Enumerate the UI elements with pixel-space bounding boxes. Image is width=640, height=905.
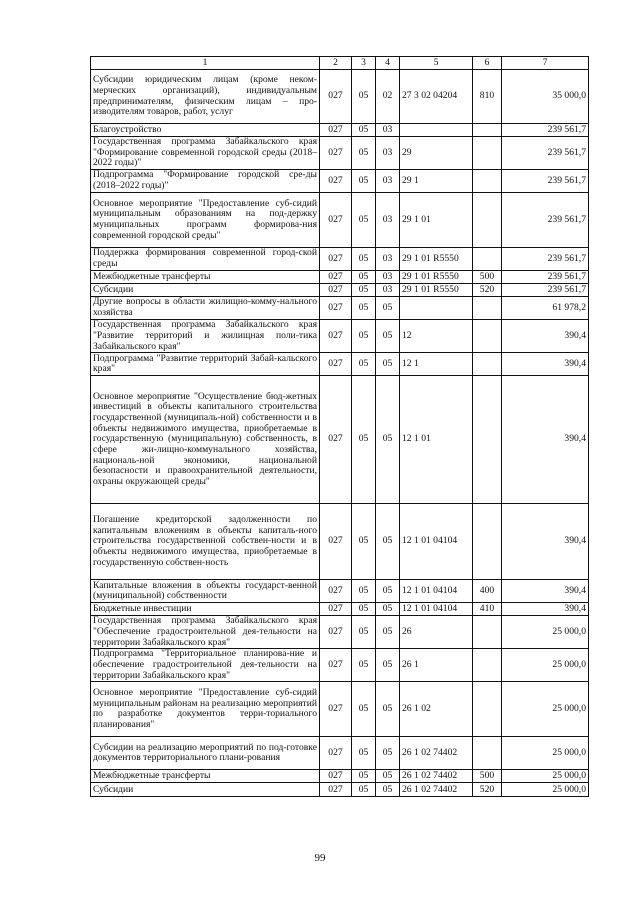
table-row — [91, 770, 589, 783]
row-ministry-code-cell: 027 — [320, 353, 352, 376]
table-row — [91, 320, 589, 353]
row-subsection-code-cell: 02 — [376, 70, 400, 124]
column-header: 5 — [400, 57, 473, 70]
row-expense-type-cell — [473, 137, 502, 170]
row-name-cell: Капитальные вложения в объекты государст-венной (муниципальной) собственности — [91, 580, 320, 603]
row-name-cell: Государственная программа Забайкальского края "Развитие территорий и жилищная поли-тика Забайкальского края" — [91, 320, 320, 353]
row-subsection-code-cell: 05 — [376, 504, 400, 580]
row-target-article-cell: 26 1 — [400, 649, 473, 682]
row-ministry-code-cell: 027 — [320, 649, 352, 682]
row-amount-cell: 390,4 — [502, 353, 589, 376]
table-row — [91, 271, 589, 284]
budget-table — [90, 56, 589, 797]
row-amount-cell: 239 561,7 — [502, 248, 589, 271]
row-amount-cell: 25 000,0 — [502, 737, 589, 770]
column-header: 1 — [91, 57, 320, 70]
row-expense-type-cell — [473, 376, 502, 504]
row-expense-type-cell — [473, 353, 502, 376]
row-ministry-code-cell: 027 — [320, 193, 352, 248]
row-name-cell: Субсидии на реализацию мероприятий по под-готовке документов территориального плани-рования — [91, 737, 320, 770]
row-expense-type-cell — [473, 248, 502, 271]
row-amount-cell: 25 000,0 — [502, 616, 589, 649]
row-target-article-cell: 29 1 01 — [400, 193, 473, 248]
row-subsection-code-cell: 03 — [376, 193, 400, 248]
row-amount-cell: 239 561,7 — [502, 170, 589, 193]
row-name-cell: Субсидии — [91, 284, 320, 297]
row-ministry-code-cell: 027 — [320, 783, 352, 797]
row-target-article-cell: 26 — [400, 616, 473, 649]
row-section-code-cell: 05 — [352, 353, 376, 376]
row-target-article-cell: 29 1 01 R5550 — [400, 248, 473, 271]
row-target-article-cell: 26 1 02 74402 — [400, 737, 473, 770]
row-amount-cell: 25 000,0 — [502, 783, 589, 797]
row-subsection-code-cell: 05 — [376, 353, 400, 376]
row-section-code-cell: 05 — [352, 376, 376, 504]
row-target-article-cell: 12 1 01 04104 — [400, 580, 473, 603]
row-subsection-code-cell: 05 — [376, 682, 400, 737]
row-name-cell: Погашение кредиторской задолженности по капитальным вложениям в объекты капиталь-ного строительства государственной собствен-ности и в объекты недвижимого имущества, приобретаемые в государственную собствен-ность — [91, 504, 320, 580]
page-number: 99 — [314, 852, 326, 864]
row-expense-type-cell — [473, 616, 502, 649]
row-ministry-code-cell: 027 — [320, 504, 352, 580]
row-expense-type-cell: 410 — [473, 603, 502, 616]
row-name-cell: Основное мероприятие "Осуществление бюд-жетных инвестиций в объекты капитального строительства государственной (муниципаль-ной) собственности и в объекты недвижимого имущества, приобретаемые в государственную (муниципальную) собственность, в сфере жи-лищно-коммунального хозяйства, националь-ной экономики, национальной безопасности и правоохранительной деятельности, охраны окружающей среды" — [91, 376, 320, 504]
row-amount-cell: 390,4 — [502, 504, 589, 580]
row-section-code-cell: 05 — [352, 70, 376, 124]
row-target-article-cell: 29 — [400, 137, 473, 170]
table-row — [91, 783, 589, 797]
row-amount-cell: 390,4 — [502, 320, 589, 353]
column-header: 4 — [376, 57, 400, 70]
row-section-code-cell: 05 — [352, 616, 376, 649]
row-amount-cell: 25 000,0 — [502, 649, 589, 682]
row-expense-type-cell — [473, 682, 502, 737]
table-row — [91, 376, 589, 504]
row-ministry-code-cell: 027 — [320, 682, 352, 737]
row-ministry-code-cell: 027 — [320, 124, 352, 137]
row-ministry-code-cell: 027 — [320, 320, 352, 353]
row-expense-type-cell — [473, 320, 502, 353]
row-expense-type-cell: 500 — [473, 770, 502, 783]
row-expense-type-cell — [473, 170, 502, 193]
row-subsection-code-cell: 05 — [376, 376, 400, 504]
row-ministry-code-cell: 027 — [320, 297, 352, 320]
row-ministry-code-cell: 027 — [320, 170, 352, 193]
row-target-article-cell: 26 1 02 — [400, 682, 473, 737]
row-target-article-cell: 27 3 02 04204 — [400, 70, 473, 124]
row-name-cell: Подпрограмма "Формирование городской сре-ды (2018–2022 годы)" — [91, 170, 320, 193]
row-subsection-code-cell: 05 — [376, 783, 400, 797]
row-section-code-cell: 05 — [352, 770, 376, 783]
row-ministry-code-cell: 027 — [320, 770, 352, 783]
row-target-article-cell: 12 1 01 — [400, 376, 473, 504]
row-subsection-code-cell: 05 — [376, 580, 400, 603]
row-section-code-cell: 05 — [352, 603, 376, 616]
row-expense-type-cell — [473, 737, 502, 770]
row-name-cell: Подпрограмма "Развитие территорий Забай-кальского края" — [91, 353, 320, 376]
row-amount-cell: 239 561,7 — [502, 284, 589, 297]
row-name-cell: Основное мероприятие "Предоставление суб-сидий муниципальным районам на реализацию мероприятий по разработке документов терри-ториального планирования" — [91, 682, 320, 737]
row-amount-cell: 35 000,0 — [502, 70, 589, 124]
row-section-code-cell: 05 — [352, 580, 376, 603]
row-name-cell: Межбюджетные трансферты — [91, 271, 320, 284]
row-ministry-code-cell: 027 — [320, 70, 352, 124]
table-row — [91, 737, 589, 770]
row-target-article-cell — [400, 124, 473, 137]
row-subsection-code-cell: 05 — [376, 297, 400, 320]
row-subsection-code-cell: 03 — [376, 124, 400, 137]
row-expense-type-cell — [473, 297, 502, 320]
row-name-cell: Подпрограмма "Территориальное планирова-ние и обеспечение градостроительной дея-тельности на территории Забайкальского края" — [91, 649, 320, 682]
row-ministry-code-cell: 027 — [320, 376, 352, 504]
table-row — [91, 248, 589, 271]
row-amount-cell: 390,4 — [502, 580, 589, 603]
row-name-cell: Поддержка формирования современной город-ской среды — [91, 248, 320, 271]
row-ministry-code-cell: 027 — [320, 616, 352, 649]
table-row — [91, 124, 589, 137]
row-subsection-code-cell: 05 — [376, 649, 400, 682]
row-ministry-code-cell: 027 — [320, 137, 352, 170]
row-name-cell: Другие вопросы в области жилищно-комму-нального хозяйства — [91, 297, 320, 320]
row-target-article-cell: 29 1 01 R5550 — [400, 271, 473, 284]
row-amount-cell: 390,4 — [502, 376, 589, 504]
row-amount-cell: 390,4 — [502, 603, 589, 616]
table-row — [91, 284, 589, 297]
row-section-code-cell: 05 — [352, 649, 376, 682]
row-ministry-code-cell: 027 — [320, 248, 352, 271]
row-amount-cell: 25 000,0 — [502, 682, 589, 737]
row-target-article-cell: 26 1 02 74402 — [400, 770, 473, 783]
row-expense-type-cell — [473, 649, 502, 682]
row-subsection-code-cell: 03 — [376, 248, 400, 271]
row-subsection-code-cell: 03 — [376, 137, 400, 170]
row-ministry-code-cell: 027 — [320, 284, 352, 297]
row-amount-cell: 239 561,7 — [502, 124, 589, 137]
table-body — [91, 70, 589, 797]
row-section-code-cell: 05 — [352, 783, 376, 797]
row-section-code-cell: 05 — [352, 737, 376, 770]
column-header: 3 — [352, 57, 376, 70]
row-subsection-code-cell: 03 — [376, 284, 400, 297]
row-target-article-cell: 12 1 01 04104 — [400, 603, 473, 616]
row-ministry-code-cell: 027 — [320, 271, 352, 284]
row-section-code-cell: 05 — [352, 271, 376, 284]
row-name-cell: Государственная программа Забайкальского края "Обеспечение градостроительной дея-тельности на территории Забайкальского края" — [91, 616, 320, 649]
row-amount-cell: 25 000,0 — [502, 770, 589, 783]
row-ministry-code-cell: 027 — [320, 603, 352, 616]
row-target-article-cell: 29 1 — [400, 170, 473, 193]
row-section-code-cell: 05 — [352, 682, 376, 737]
table-row — [91, 616, 589, 649]
row-subsection-code-cell: 05 — [376, 770, 400, 783]
row-target-article-cell — [400, 297, 473, 320]
row-name-cell: Субсидии — [91, 783, 320, 797]
row-target-article-cell: 29 1 01 R5550 — [400, 284, 473, 297]
table-row — [91, 170, 589, 193]
row-subsection-code-cell: 03 — [376, 271, 400, 284]
table-row — [91, 603, 589, 616]
row-target-article-cell: 12 — [400, 320, 473, 353]
row-target-article-cell: 12 1 01 04104 — [400, 504, 473, 580]
row-expense-type-cell — [473, 504, 502, 580]
table-row — [91, 137, 589, 170]
column-header: 6 — [473, 57, 502, 70]
column-header: 2 — [320, 57, 352, 70]
row-expense-type-cell: 520 — [473, 284, 502, 297]
row-target-article-cell: 26 1 02 74402 — [400, 783, 473, 797]
row-section-code-cell: 05 — [352, 320, 376, 353]
row-name-cell: Государственная программа Забайкальского края "Формирование современной городской среды (2018–2022 годы)" — [91, 137, 320, 170]
table-row — [91, 682, 589, 737]
row-section-code-cell: 05 — [352, 193, 376, 248]
row-name-cell: Основное мероприятие "Предоставление суб-сидий муниципальным образованиям на под-держку муниципальных программ формирова-ния современной городской среды" — [91, 193, 320, 248]
row-expense-type-cell: 520 — [473, 783, 502, 797]
row-expense-type-cell: 500 — [473, 271, 502, 284]
row-section-code-cell: 05 — [352, 124, 376, 137]
row-expense-type-cell: 810 — [473, 70, 502, 124]
row-amount-cell: 61 978,2 — [502, 297, 589, 320]
row-name-cell: Межбюджетные трансферты — [91, 770, 320, 783]
table-row — [91, 193, 589, 248]
row-amount-cell: 239 561,7 — [502, 137, 589, 170]
row-expense-type-cell — [473, 124, 502, 137]
table-row — [91, 504, 589, 580]
table-row — [91, 649, 589, 682]
row-section-code-cell: 05 — [352, 297, 376, 320]
row-name-cell: Субсидии юридическим лицам (кроме неком-мерческих организаций), индивидуальным предпринимателям, физическим лицам – про-изводителям товаров, работ, услуг — [91, 70, 320, 124]
row-expense-type-cell: 400 — [473, 580, 502, 603]
row-subsection-code-cell: 05 — [376, 320, 400, 353]
table-row — [91, 580, 589, 603]
row-target-article-cell: 12 1 — [400, 353, 473, 376]
row-section-code-cell: 05 — [352, 137, 376, 170]
row-expense-type-cell — [473, 193, 502, 248]
row-name-cell: Благоустройство — [91, 124, 320, 137]
row-section-code-cell: 05 — [352, 248, 376, 271]
table-row — [91, 70, 589, 124]
row-subsection-code-cell: 05 — [376, 737, 400, 770]
row-subsection-code-cell: 03 — [376, 170, 400, 193]
table-row — [91, 297, 589, 320]
row-amount-cell: 239 561,7 — [502, 271, 589, 284]
row-section-code-cell: 05 — [352, 170, 376, 193]
row-name-cell: Бюджетные инвестиции — [91, 603, 320, 616]
row-amount-cell: 239 561,7 — [502, 193, 589, 248]
row-ministry-code-cell: 027 — [320, 737, 352, 770]
table-header-row — [91, 57, 589, 70]
row-section-code-cell: 05 — [352, 504, 376, 580]
row-ministry-code-cell: 027 — [320, 580, 352, 603]
row-subsection-code-cell: 05 — [376, 603, 400, 616]
row-section-code-cell: 05 — [352, 284, 376, 297]
column-header: 7 — [502, 57, 589, 70]
table-row — [91, 353, 589, 376]
row-subsection-code-cell: 05 — [376, 616, 400, 649]
